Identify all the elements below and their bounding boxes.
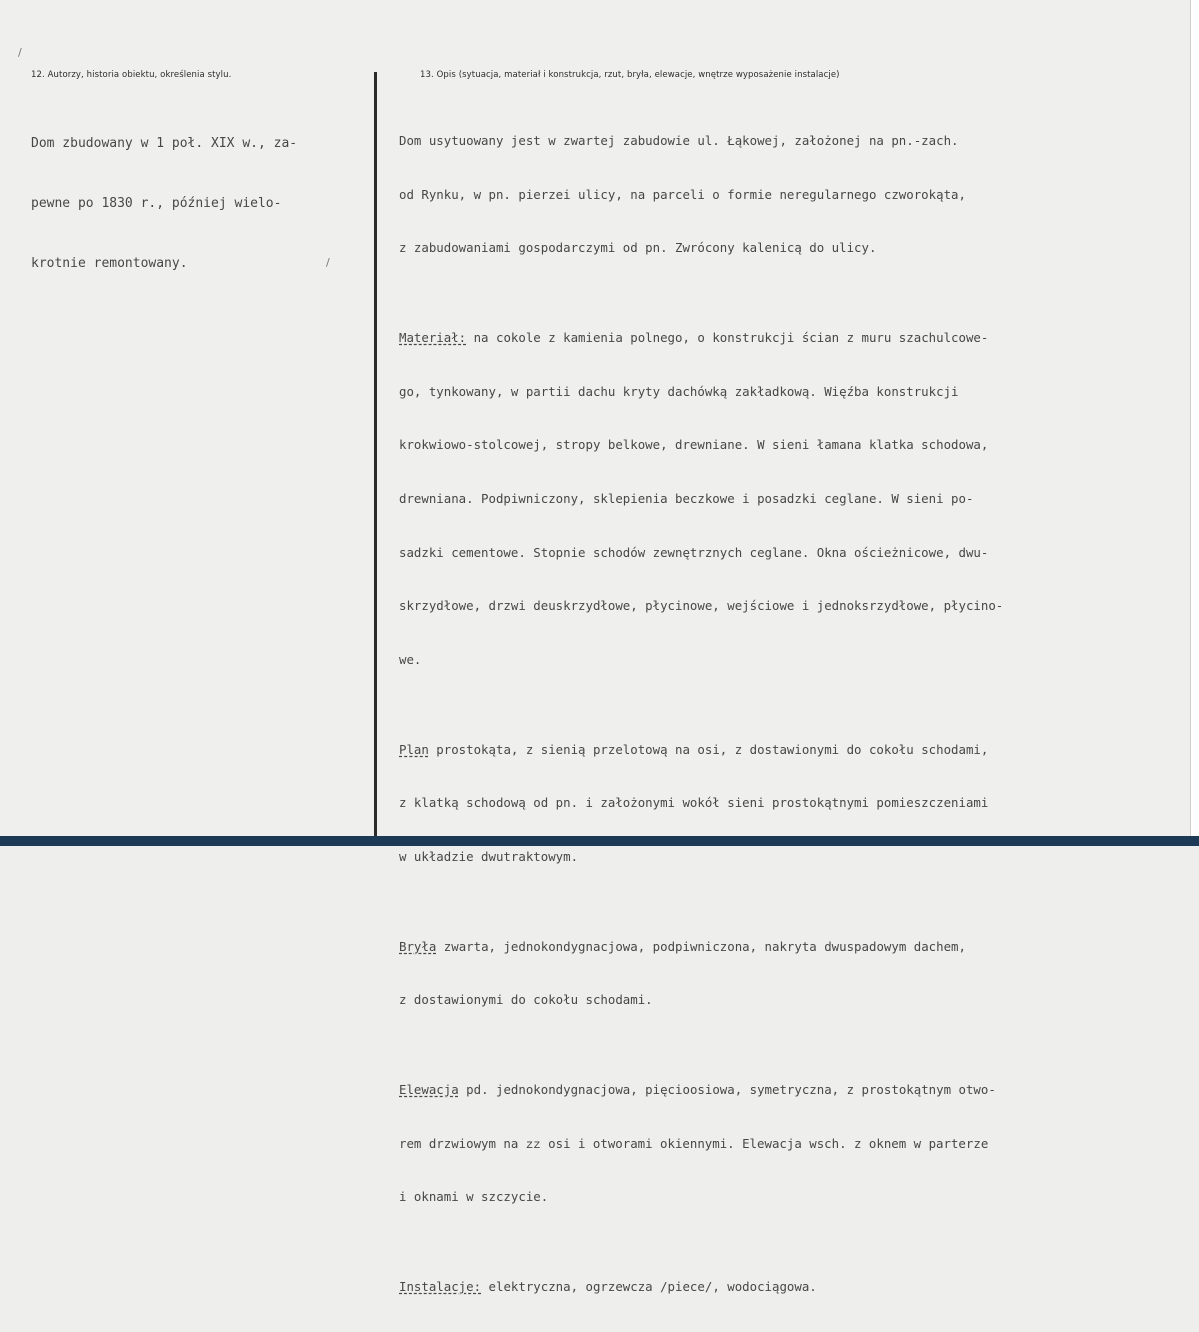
description-line: Dom usytuowany jest w zwartej zabudowie ul. Łąkowej, założonej na pn.-zach.	[399, 132, 959, 148]
installations-label: Instalacje:	[399, 1278, 482, 1294]
material-label: Materiał:	[399, 329, 467, 345]
description-line: prostokąta, z sienią przelotową na osi, z dostawionymi do cokołu schodami,	[428, 741, 989, 757]
description-line: zwarta, jednokondygnacjowa, podpiwniczona, nakryta dwuspadowym dachem,	[436, 938, 966, 954]
description-line: elektryczna, ogrzewcza /piece/, wodociągowa.	[481, 1278, 817, 1294]
description-text	[399, 96, 1189, 1332]
description-line: na cokole z kamienia polnego, o konstrukcji ścian z muru szachulcowe-	[466, 329, 989, 345]
description-line: w układzie dwutraktowym.	[399, 849, 579, 865]
stray-mark: /	[326, 256, 330, 269]
history-line: pewne po 1830 r., później wielo-	[31, 196, 282, 211]
description-line: z dostawionymi do cokołu schodami.	[399, 992, 653, 1008]
section-12-header: 12. Autorzy, historia obiektu, określenia stylu.	[31, 70, 232, 80]
paragraph-elevation	[399, 1045, 1189, 1242]
paragraph-situation	[399, 96, 1189, 293]
paragraph-material	[399, 293, 1189, 705]
section-13-header: 13. Opis (sytuacja, materiał i konstrukcja, rzut, bryła, elewacje, wnętrze wyposażenie instalacje)	[420, 70, 840, 80]
paragraph-plan	[399, 705, 1189, 902]
history-line: krotnie remontowany.	[31, 256, 188, 271]
description-line: rem drzwiowym na ᴢᴢ osi i otworami okiennymi. Elewacja wsch. z oknem w parterze	[399, 1135, 989, 1151]
description-line: i oknami w szczycie.	[399, 1189, 549, 1205]
description-line: pd. jednokondygnacjowa, pięcioosiowa, symetryczna, z prostokątnym otwo-	[458, 1081, 996, 1097]
scan-edge-right	[1190, 0, 1199, 846]
description-line: we.	[399, 652, 422, 668]
description-line: z klatką schodową od pn. i założonymi wokół sieni prostokątnymi pomieszczeniami	[399, 795, 989, 811]
history-text	[31, 94, 366, 294]
description-line: drewniana. Podpiwniczony, sklepienia beczkowe i posadzki ceglane. W sieni po-	[399, 490, 974, 506]
massing-label: Bryła	[399, 938, 437, 954]
paragraph-installations	[399, 1242, 1189, 1332]
elevation-label: Elewacja	[399, 1081, 459, 1097]
description-line: z zabudowaniami gospodarczymi od pn. Zwrócony kalenicą do ulicy.	[399, 240, 877, 256]
description-line: od Rynku, w pn. pierzei ulicy, na parceli o formie neregularnego czworokąta,	[399, 186, 966, 202]
stray-mark: /	[18, 46, 22, 59]
column-divider	[374, 72, 377, 836]
description-line: go, tynkowany, w partii dachu kryty dachówką zakładkową. Więźba konstrukcji	[399, 383, 959, 399]
description-line: skrzydłowe, drzwi deuskrzydłowe, płycinowe, wejściowe i jednoksrzydłowe, płycino-	[399, 598, 1004, 614]
history-line: Dom zbudowany w 1 poł. XIX w., za-	[31, 136, 298, 151]
paragraph-massing	[399, 902, 1189, 1045]
plan-label: Plan	[399, 741, 429, 757]
description-line: sadzki cementowe. Stopnie schodów zewnętrznych ceglane. Okna ościeżnicowe, dwu-	[399, 544, 989, 560]
description-line: krokwiowo-stolcowej, stropy belkowe, drewniane. W sieni łamana klatka schodowa,	[399, 437, 989, 453]
